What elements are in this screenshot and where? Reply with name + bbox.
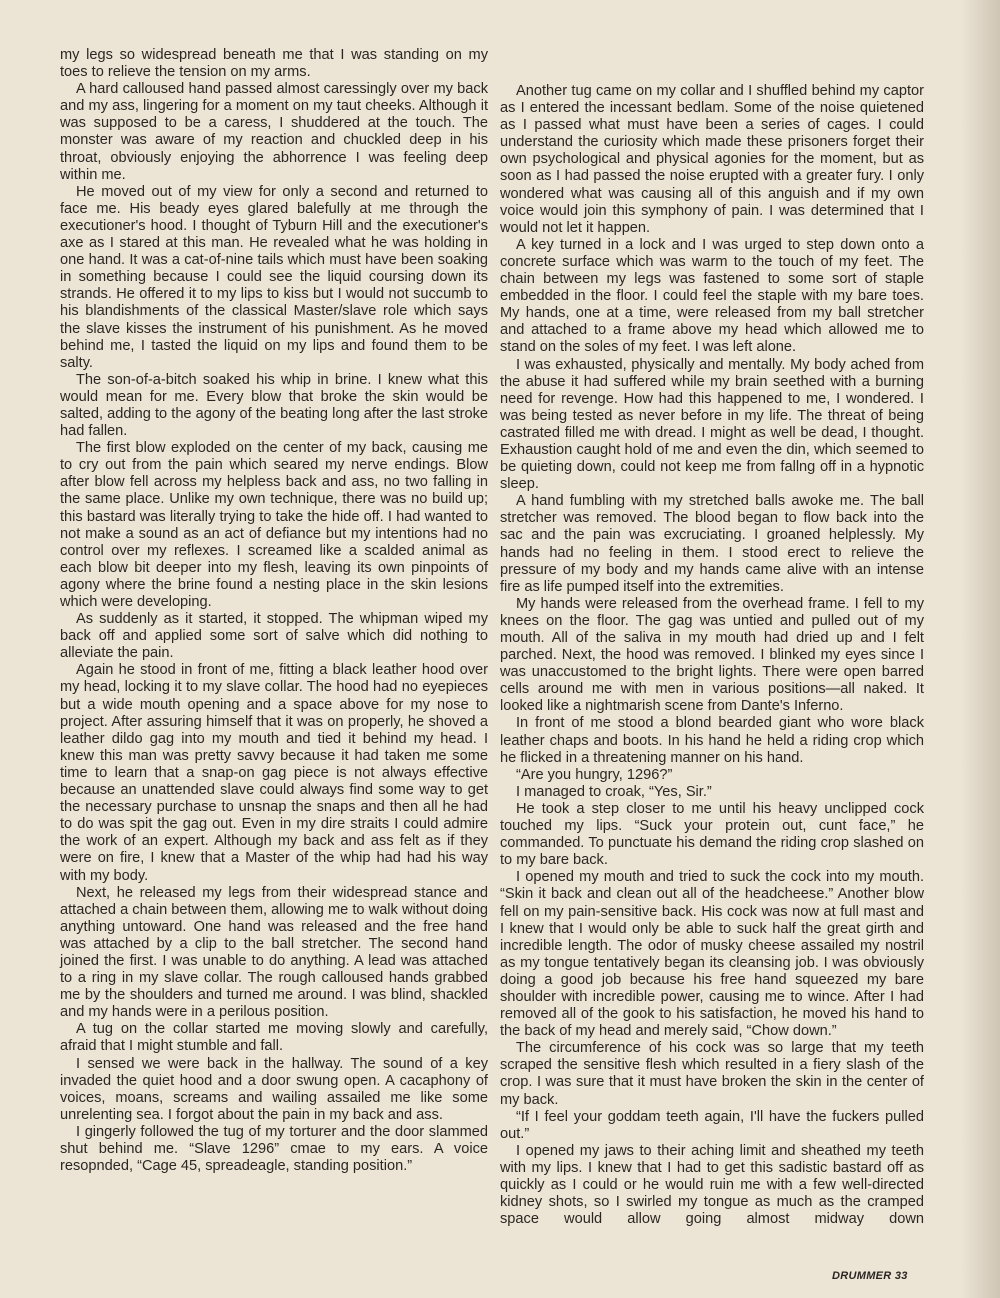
paragraph: A hand fumbling with my stretched balls awoke me. The ball stretcher was removed. The blood began to flow back into the sac and the pain was excruciating. I groaned helplessly. My hands had no feeling in them. I stood erect to relieve the pressure of my body and my hands came alive with an intense fire as life pumped itself into the extremities. [500,493,924,595]
left-column [60,47,488,1175]
paragraph: I was exhausted, physically and mentally. My body ached from the abuse it had suffered while my brain seethed with a burning need for revenge. How had this happened to me, I wondered. I was being tested as never before in my life. The threat of being castrated filled me with dread. I might as well be dead, I thought. Exhaustion caught hold of me and even the din, which seemed to be quieting down, could not keep me from fallng off in a hypnotic sleep. [500,356,924,493]
paragraph: He took a step closer to me until his heavy unclipped cock touched my lips. “Suck your protein out, cunt face,” he commanded. To punctuate his demand the riding crop slashed on to my bare back. [500,800,924,869]
paragraph: A hard calloused hand passed almost caressingly over my back and my ass, lingering for a moment on my taut cheeks. Although it was supposed to be a caress, I shuddered at the touch. The monster was aware of my reaction and chuckled deep in his throat, obviously enjoying the abhorrence I was feeling deep within me. [60,81,488,183]
paragraph: He moved out of my view for only a second and returned to face me. His beady eyes glared balefully at me through the executioner's hood. I thought of Tyburn Hill and the executioner's axe as I stared at this man. He revealed what he was holding in one hand. It was a cat-of-nine tails which must have been soaking in something because I could see the liquid coursing down its strands. He offered it to my lips to kiss but I would not succumb to his blandishments of the classical Master/slave role which says the slave kisses the instrument of his punishment. As he moved behind me, I tasted the liquid on my lips and found them to be salty. [60,183,488,371]
paragraph: “If I feel your goddam teeth again, I'll have the fuckers pulled out.” [500,1108,924,1142]
paragraph: My hands were released from the overhead frame. I fell to my knees on the floor. The gag was untied and pulled out of my mouth. All of the saliva in my mouth had dried up and I felt parched. Next, the hood was removed. I blinked my eyes since I was unaccustomed to the bright lights. There were open barred cells around me with men in various positions—all naked. It looked like a nightmarish scene from Dante's Inferno. [500,595,924,715]
paragraph: As suddenly as it started, it stopped. The whipman wiped my back off and applied some sort of salve which did nothing to alleviate the pain. [60,611,488,662]
paragraph: “Are you hungry, 1296?” [516,766,673,783]
paragraph: I managed to croak, “Yes, Sir.” [516,783,712,800]
right-column [500,83,924,1228]
paragraph: The first blow exploded on the center of my back, causing me to cry out from the pain which seared my nerve endings. Blow after blow fell across my helpless back and ass, no two falling in the same place. Unlike my own technique, there was no build up; this bastard was literally trying to take the hide off. I had wanted to not make a sound as an act of defiance but my intentions had no control over my reflexes. I screamed like a scalded animal as each blow bit deeper into my flesh, leaving its own pinpoints of agony where the brine found a nesting place in the skin lesions which were developing. [60,440,488,610]
paragraph: A tug on the collar started me moving slowly and carefully, afraid that I might stumble and fall. [60,1021,488,1055]
paragraph: A key turned in a lock and I was urged to step down onto a concrete surface which was warm to the touch of my feet. The chain between my legs was fastened to some sort of staple embedded in the floor. I could feel the staple with my bare toes. My hands, one at a time, were released from my ball stretcher and attached to a frame above my head which allowed me to stand on the soles of my feet. I was left alone. [500,236,924,356]
paragraph: I gingerly followed the tug of my torturer and the door slammed shut behind me. “Slave 1296” cmae to my ears. A voice resopnded, “Cage 45, spreadeagle, standing position.” [60,1123,488,1175]
paragraph: The circumference of his cock was so large that my teeth scraped the sensitive flesh which resulted in a fiery slash of the crop. I was sure that it must have broken the skin in the center of my back. [500,1040,924,1108]
paragraph: Next, he released my legs from their widespread stance and attached a chain between them, allowing me to walk without doing anything untoward. One hand was released and the free hand was attached by a clip to the ball stretcher. The second hand joined the first. I was unable to do anything. A lead was attached to a ring in my slave collar. The rough calloused hands grabbed me by the shoulders and turned me around. I was blind, shackled and my hands were in a perilous position. [60,884,488,1021]
paragraph: Another tug came on my collar and I shuffled behind my captor as I entered the incessant bedlam. Some of the noise quietened as I passed what must have been a series of cages. I could understand the curiosity which made these prisoners forget their own psychological and physical agonies for the moment, but as soon as I had passed the noise erupted with a greater fury. I only wondered what was causing all of this anguish and if my own voice would join this symphony of pain. I was determined that I would not let it happen. [500,83,924,236]
paragraph: I opened my mouth and tried to suck the cock into my mouth. “Skin it back and clean out all of the headcheese.” Another blow fell on my pain-sensitive back. His cock was now at full mast and I knew that I would only be able to suck half the great girth and incredible length. The odor of musky cheese assailed my nostril as my tongue tentatively began its cleansing job. I was obviously doing a good job because his free hand squeezed my bare shoulder with incredible power, causing me to wince. After I had removed all of the gook to his satisfaction, he moved his hand to the back of my head and merely said, “Chow down.” [500,869,924,1040]
paragraph: I opened my jaws to their aching limit and sheathed my teeth with my lips. I knew that I had to get this sadistic bastard off as quickly as I could or he would ruin me with a few well-directed kidney shots, so I swirled my tongue as much as the cramped space would allow going almost midway down [500,1142,924,1228]
page-edge-shadow [960,0,1000,1298]
paragraph: my legs so widespread beneath me that I was standing on my toes to relieve the tension on my arms. [60,47,488,81]
page-folio: DRUMMER 33 [832,1270,908,1282]
paragraph: In front of me stood a blond bearded giant who wore black leather chaps and boots. In his hand he held a riding crop which he flicked in a threatening manner on his hand. [500,715,924,766]
paragraph: I sensed we were back in the hallway. The sound of a key invaded the quiet hood and a door swung open. A cacaphony of voices, moans, screams and wailing assailed me like some unrelenting sea. I forgot about the pain in my back and ass. [60,1055,488,1123]
paragraph: Again he stood in front of me, fitting a black leather hood over my head, locking it to my slave collar. The hood had no eyepieces but a wide mouth opening and a space above for my nose to project. After assuring himself that it was on properly, he shoved a leather dildo gag into my mouth and tied it behind my head. I knew this man was pretty savvy because it had taken me some time to learn that a snap-on gag piece is not always effective because an unattended slave could always find some way to get the necessary purchase to unsnap the snaps and then all he had to do was spit the gag out. Even in my dire straits I could admire the work of an expert. Although my back and ass felt as if they were on fire, I knew that a Master of the whip had had his way with my body. [60,662,488,884]
paragraph: The son-of-a-bitch soaked his whip in brine. I knew what this would mean for me. Every blow that broke the skin would be salted, adding to the agony of the beating long after the last stroke had fallen. [60,371,488,440]
